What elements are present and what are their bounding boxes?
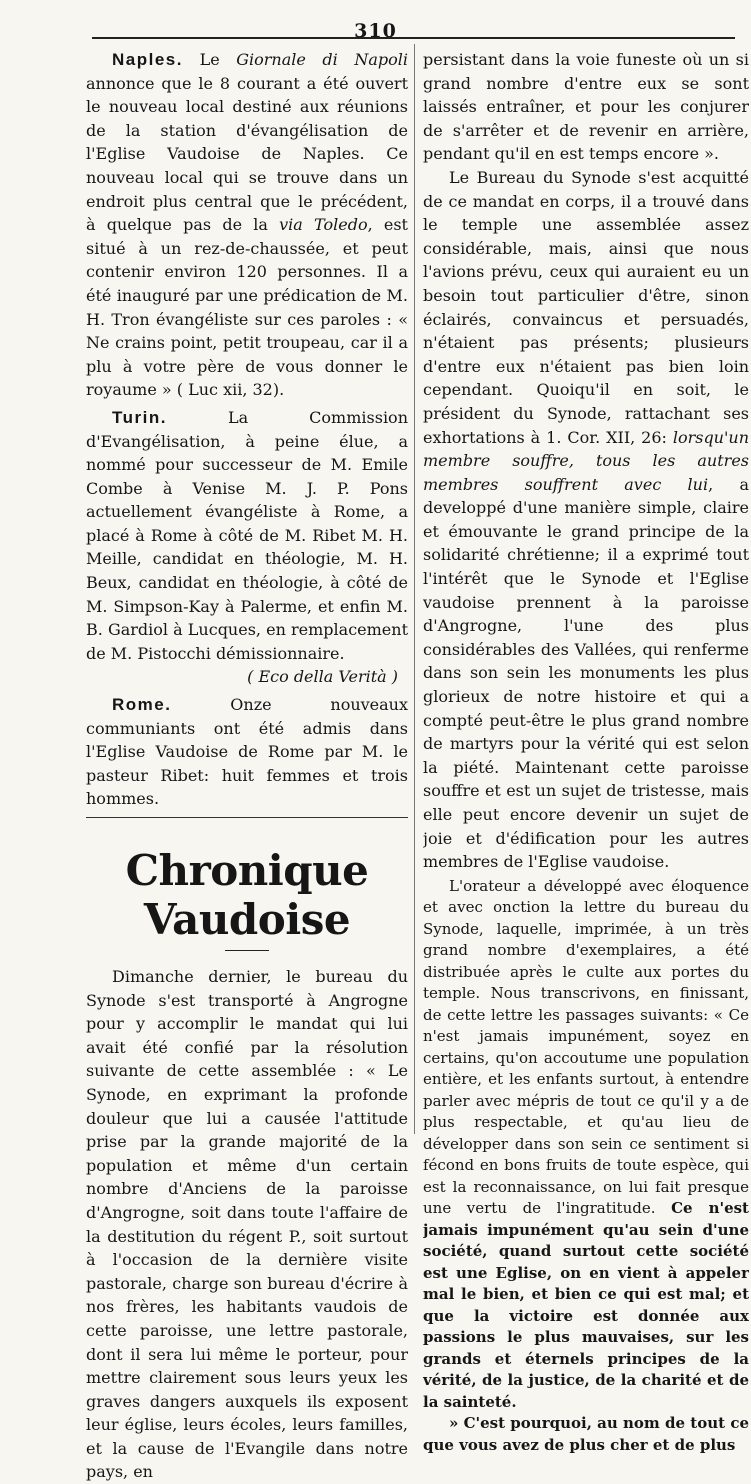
naples-text-b: annonce que le 8 courant a été ouvert le nouveau local destiné aux réunions de la station d'évangélisation de l'Eglise Vaudoise de Naples. Ce nouveau local qui se trouve dans un endroit plus central que le précédent, à quelque pas de la: [86, 73, 408, 235]
heading-rule: [225, 950, 269, 951]
turin-text: La Commission d'Evangélisation, à peine élue, a nommé pour successeur de M. Emile Combe à Venise M. J. P. Pons actuellement évangéliste à Rome, a placé à Rome à côté de M. Ribet M. H. Meille, candidat en théologie, M. H. Beux, candidat en théologie, à côté de M. Simpson-Kay à Palerme, et enfin M. B. Gardiol à Lucques, en remplacement de M. Pistocchi démissionnaire.: [86, 407, 408, 663]
right-paragraph-3-a: L'orateur a développé avec éloquence et avec onction la lettre du bureau du Synode, laquelle, imprimée, à un très grand nombre d'exemplaires, a été distribuée après le culte aux portes du temple. Nous transcrivons, en finissant, de cette lettre les passages suivants: « Ce n'est jamais impunément, soyez en certains, qu'on accoutume une population entière, et les enfants surtout, à entendre parler avec mépris de tout ce qu'il y a de plus respectable, et qu'au lieu de développer dans son sein ce sentiment si fécond en bons fruits de toute espèce, qui est la reconnaissance, on lui fait presque une vertu de l'ingratitude.: [423, 876, 749, 1218]
right-paragraph-3-bold: Ce n'est jamais impunément qu'au sein d'une société, quand surtout cette société est une Eglise, on en vient à appeler mal le bien, et bien ce qui est mal; et que la victoire est donnée aux passions le plus mauvaises, sur les grands et éternels principes de la vérité, de la justice, de la charité et de la sainteté.: [423, 1199, 749, 1411]
page-number: 310: [354, 20, 397, 42]
naples-title: Naples.: [112, 50, 183, 69]
right-paragraph-3: [423, 876, 749, 1414]
naples-journal: Giornale di Napoli: [236, 50, 408, 69]
turin-source: ( Eco della Verità ): [247, 667, 398, 687]
right-paragraph-4: » C'est pourquoi, au nom de tout ce que vous avez de plus cher et de plus: [423, 1414, 749, 1454]
right-paragraph-2: [423, 166, 749, 874]
chronique-heading: Chronique Vaudoise: [125, 846, 369, 944]
rome-title: Rome.: [112, 695, 172, 715]
turin-title: Turin.: [112, 407, 167, 427]
naples-paragraph: [86, 48, 408, 402]
naples-street: via Toledo: [279, 215, 368, 235]
right-column: [423, 48, 749, 1456]
rome-paragraph: [86, 693, 408, 811]
left-column: [86, 48, 408, 1484]
chronique-paragraph: Dimanche dernier, le bureau du Synode s'est transporté à Angrogne pour y accomplir le mandat qui lui avait été confié par la résolution suivante de cette assemblée : « Le Synode, en exprimant la profonde douleur que lui a causée l'attitude prise par la grande majorité de la population et même d'un certain nombre d'Anciens de la paroisse d'Angrogne, soit dans toute l'affaire de la destitution du régent P., soit surtout à l'occasion de la dernière visite pastorale, charge son bureau d'écrire à nos frères, les habitants vaudois de cette paroisse, une lettre pastorale, dont il sera lui même le porteur, pour mettre clairement sous leurs yeux les graves dangers auxquels ils exposent leur église, leurs écoles, leurs familles, et la cause de l'Evangile dans notre pays, en: [86, 967, 408, 1482]
naples-text-a: Le: [199, 50, 237, 69]
right-paragraph-1: persistant dans la voie funeste où un si grand nombre d'entre eux se sont laissés entraîner, et pour les conjurer de s'arrêter et de revenir en arrière, pendant qu'il en est temps encore ».: [423, 50, 749, 164]
right-paragraph-2-b: , a developpé d'une manière simple, claire et émouvante le grand principe de la solidarité chrétienne; il a exprimé tout l'intérêt que le Synode et l'Eglise vaudoise prennent à la paroisse d'Angrogne, l'une des plus considérables des Vallées, qui renferme dans son sein les monuments les plus glorieux de notre histoire et qui a compté peut-être le plus grand nombre de martyrs pour la vérité qui est selon la piété. Maintenant cette paroisse souffre et est un sujet de tristesse, mais elle peut encore devenir un sujet de joie et d'édification pour les autres membres de l'Eglise vaudoise.: [423, 474, 749, 872]
right-paragraph-2-quote: lorsqu'un membre souffre, tous les autres membres souffrent avec lui: [423, 427, 749, 494]
rome-text: Onze nouveaux communiants ont été admis dans l'Eglise Vaudoise de Rome par M. le pasteur Ribet: huit femmes et trois hommes.: [86, 695, 408, 809]
column-divider: [414, 44, 415, 1134]
section-separator: [86, 817, 408, 818]
right-paragraph-2-a: Le Bureau du Synode s'est acquitté de ce mandat en corps, il a trouvé dans le temple une assemblée assez considérable, mais, ainsi que nous l'avions prévu, ceux qui auraient eu un besoin tout particulier d'être, sinon éclairés, convaincus et persuadés, n'étaient pas présents; plusieurs d'entre eux n'étaient pas bien loin cependant. Quoiqu'il en soit, le président du Synode, rattachant ses exhortations à 1. Cor. XII, 26:: [423, 167, 749, 447]
naples-text-c: , est situé à un rez-de-chaussée, et peut contenir environ 120 personnes. Il a été inauguré par une prédication de M. H. Tron évangéliste sur ces paroles : « Ne crains point, petit troupeau, car il a plu à votre père de vous donner le royaume » ( Luc xii, 32).: [86, 215, 408, 400]
header-rule: [92, 37, 735, 39]
turin-paragraph: [86, 406, 408, 666]
